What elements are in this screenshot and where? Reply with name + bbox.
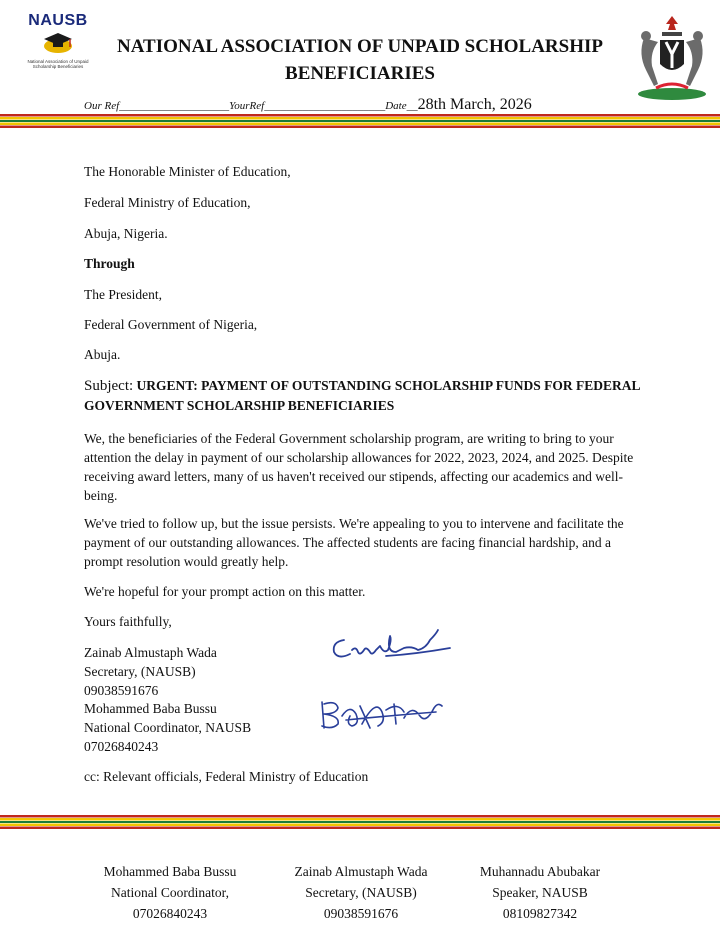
recipient-line-1: The Honorable Minister of Education, [84,164,291,179]
footer-divider-band [0,815,720,829]
our-ref-label: Our Ref [84,100,120,112]
organization-title: NATIONAL ASSOCIATION OF UNPAID SCHOLARSHIP BENEFICIARIES [117,36,603,84]
footer-official-name: Mohammed Baba Bussu [103,864,237,879]
recipient-line-6: Abuja. [84,347,121,362]
our-ref-blank: ____________________ [119,100,230,112]
date-blank: __ [406,100,418,112]
signatory-2-title: National Coordinator, NAUSB [84,720,252,735]
subject-line [84,376,644,415]
closing-salutation: Yours faithfully, [84,614,172,629]
graduation-cap-icon [38,30,78,54]
footer-official-title: Secretary, (NAUSB) [305,885,417,900]
footer-official-phone: 08109827342 [502,906,578,921]
footer-official-name: Zainab Almustaph Wada [294,864,428,879]
recipient-line-2: Federal Ministry of Education, [84,195,251,210]
your-ref-blank: ______________________ [264,100,386,112]
signatory-1-name: Zainab Almustaph Wada [84,645,217,660]
signature-2 [316,694,448,734]
reference-line [84,96,624,114]
coat-of-arms-icon [632,10,712,102]
subject-text: URGENT: PAYMENT OF OUTSTANDING SCHOLARSHIP FUNDS FOR FEDERAL GOVERNMENT SCHOLARSHIP BENEFICIARIES [84,378,640,413]
signatory-1-title: Secretary, (NAUSB) [84,664,196,679]
recipient-line-3: Abuja, Nigeria. [84,226,168,241]
date-label: Date [385,100,407,112]
header-divider-band [0,114,720,128]
body-paragraph-3: We're hopeful for your prompt action on this matter. [84,584,366,599]
body-paragraph-1: We, the beneficiaries of the Federal Government scholarship program, are writing to bring to your attention the delay in payment of our scholarship allowances for 2022, 2023, 2024, and 2025. Despite receiving award letters, many of us haven't received our stipends, affecting our academics and well-being. [84,431,634,503]
footer-official-name: Muhannadu Abubakar [479,864,601,879]
date-value: 28th March, 2026 [417,96,532,113]
footer-official-title: National Coordinator, [111,885,229,900]
logo-abbr: NAUSB [28,12,88,29]
cc-line: cc: Relevant officials, Federal Ministry of Education [84,769,369,784]
footer-official-2 [261,861,461,924]
signature-1 [326,626,456,666]
logo-tagline-1: National Association of Unpaid [27,59,89,64]
subject-label: Subject: [84,378,134,394]
signatory-1-phone: 09038591676 [84,683,159,698]
recipient-line-5: Federal Government of Nigeria, [84,317,258,332]
signatory-2-name: Mohammed Baba Bussu [84,701,217,716]
your-ref-label: YourRef [229,100,265,112]
footer-official-1 [70,861,270,924]
nausb-logo [18,12,98,74]
through-label: Through [84,256,135,271]
footer-official-phone: 07026840243 [132,906,208,921]
recipient-line-4: The President, [84,287,162,302]
coat-of-arms [632,10,712,102]
footer-official-phone: 09038591676 [323,906,399,921]
body-paragraph-2: We've tried to follow up, but the issue persists. We're appealing to you to intervene and facilitate the payment of our outstanding allowances. The affected students are facing financial hardship, and a prompt resolution would greatly help. [84,516,624,569]
signatory-2-phone: 07026840243 [84,739,159,754]
footer-official-title: Speaker, NAUSB [492,885,588,900]
logo-tagline-2: Scholarship Beneficiaries [32,64,84,69]
footer-official-3 [440,861,640,924]
